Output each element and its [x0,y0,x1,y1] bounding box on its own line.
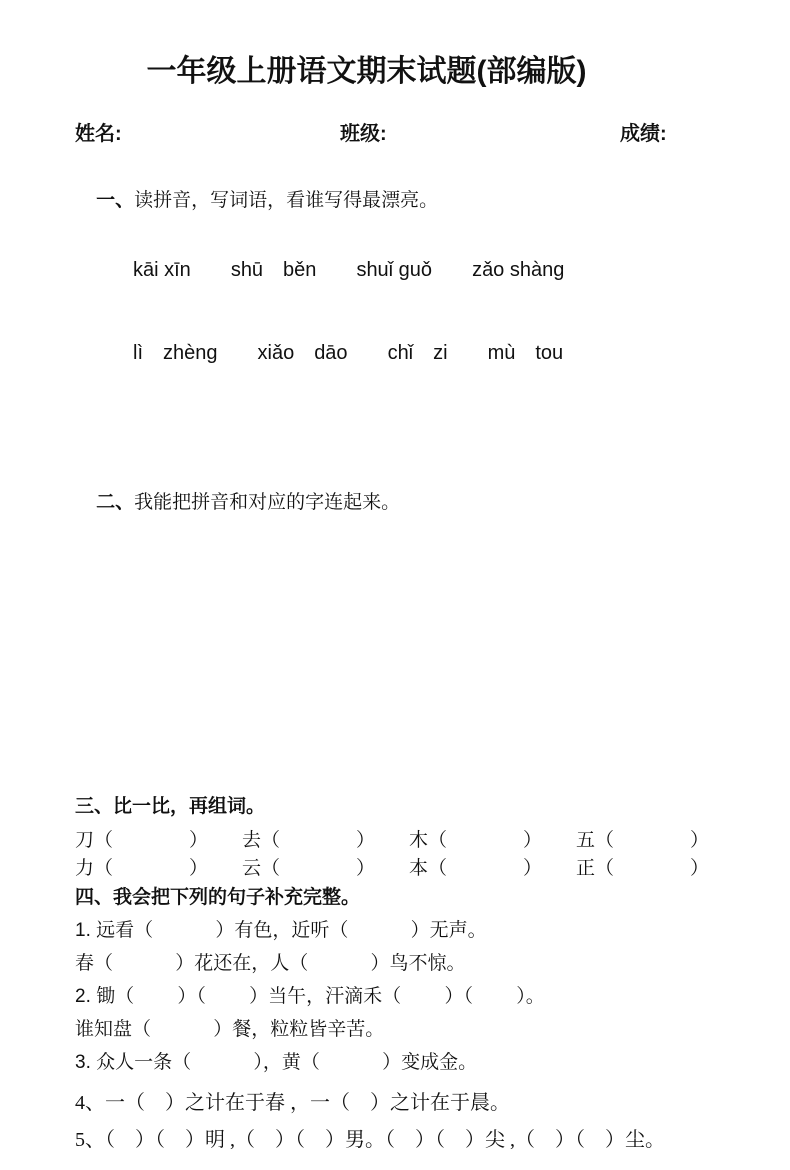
section-1-heading-text: 读拼音，写词语，看谁写得最漂亮。 [134,190,439,211]
score-label: 成绩: [620,123,667,145]
pinyin-word: kāi xīn [133,259,191,281]
exercise-line-7: 5、（ ）（ ）明 ,（ ）（ ）男。（ ）（ ）尖 ,（ ）（ ）尘。 [75,1129,665,1151]
word-compare-cell: 云（ ） [242,858,376,879]
exercise-line-6: 4、一（ ）之计在于春 ，一（ ）之计在于晨。 [75,1092,510,1114]
exercise-line-5: 3. 众人一条（ ），黄（ ）变成金。 [75,1052,478,1073]
student-info-row [75,121,720,147]
word-compare-cell: 木（ ） [409,830,543,851]
page-title: 一年级上册语文期末试题(部编版) [146,55,587,88]
exercise-line-2: 春（ ）花还在，人（ ）鸟不惊。 [75,953,466,974]
section-3-heading: 三、比一比，再组词。 [75,796,266,817]
section-4-heading: 四、我会把下列的句子补充完整。 [75,887,361,908]
word-compare-cell: 去（ ） [242,830,376,851]
section-1-heading [75,162,720,240]
exam-worksheet-page [0,52,790,1170]
word-compare-cell: 五（ ） [576,830,710,851]
section-2-number: 二、 [96,492,135,513]
word-compare-cell: 刀（ ） [75,830,209,851]
word-compare-cell: 本（ ） [409,858,543,879]
pinyin-word: shuǐ guǒ [356,259,433,281]
exercise-line-4: 谁知盘（ ）餐，粒粒皆辛苦。 [75,1019,385,1040]
pinyin-word: lì zhèng [133,342,218,364]
name-label: 姓名: [75,123,122,145]
pinyin-row-1 [133,257,720,284]
class-label: 班级: [340,123,387,145]
pinyin-row-2 [133,340,720,367]
pinyin-word: mù tou [487,342,564,364]
word-compare-cell: 正（ ） [576,858,710,879]
word-compare-row-2 [75,855,720,882]
word-compare-cell: 力（ ） [75,858,209,879]
pinyin-word: zǎo shàng [472,259,565,281]
exercise-line-1: 1. 远看（ ）有色，近听（ ）无声。 [75,920,487,941]
pinyin-word: shū běn [230,259,317,281]
section-2-heading [75,464,720,542]
exercise-line-3: 2. 锄（ ）（ ）当午，汗滴禾（ ）（ ）。 [75,986,545,1007]
word-compare-row-1 [75,827,720,854]
pinyin-word: xiǎo dāo [257,342,348,364]
section-2-heading-text: 我能把拼音和对应的字连起来。 [134,492,401,513]
pinyin-word: chǐ zi [387,342,448,364]
section-1-number: 一、 [96,190,135,211]
